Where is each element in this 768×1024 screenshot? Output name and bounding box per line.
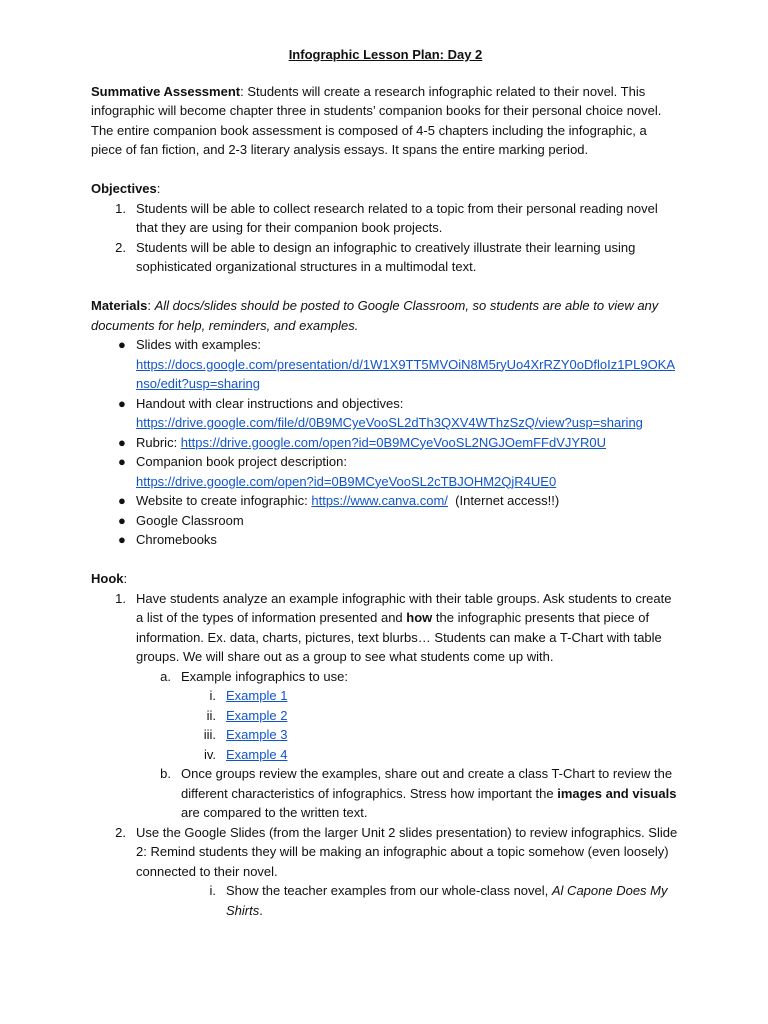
list-letter: b.: [160, 766, 171, 781]
bullet-icon: ●: [118, 454, 126, 469]
bullet-icon: ●: [118, 512, 126, 528]
list-number: 2.: [115, 239, 126, 255]
list-letter: a.: [160, 668, 171, 684]
materials-label: Materials: [91, 298, 148, 313]
companion-book-link[interactable]: https://drive.google.com/open?id=0B9MCyeVooSL2cTBJOHM2QjR4UE0: [136, 473, 557, 489]
summative-assessment: [91, 82, 680, 160]
slides-link[interactable]: https://docs.google.com/presentation/d/1W1X9TT5MVOiN8M5ryUo4XrRZY0oDfloIz1PL9OKAnso/edit?usp=sharing: [136, 356, 676, 391]
materials-note: All docs/slides should be posted to Google Classroom, so students are able to view any documents for help, reminders, and examples.: [91, 298, 659, 333]
objective-item: [91, 199, 680, 238]
objective-text: Students will be able to collect research related to a topic from their personal reading novel that they are using for their companion book projects.: [136, 200, 658, 235]
canva-link[interactable]: https://www.canva.com/: [311, 493, 448, 508]
hook-subitem: a. Example infographics to use:: [91, 667, 680, 687]
bullet-icon: ●: [118, 532, 126, 547]
example-item: [91, 686, 680, 706]
bullet-icon: ●: [118, 337, 126, 352]
example-3-link[interactable]: Example 3: [226, 727, 288, 742]
material-item: ● Website to create infographic: https://www.canva.com/ (Internet access!!): [91, 491, 680, 511]
hook-item: 1. Have students analyze an example infographic with their table groups. Ask students to create a list of the types of information presented and how the infographic presents that piece of information. Ex. data, charts, pictures, text blurbs… Students can make a T-Chart with table groups. We will share out as a group to see what students come up with.: [91, 589, 680, 667]
list-roman: iv.: [203, 746, 216, 762]
bullet-icon: ●: [118, 434, 126, 450]
material-item: ● Chromebooks: [91, 530, 680, 550]
objectives-label: Objectives: [91, 181, 157, 196]
list-roman: ii.: [206, 707, 216, 723]
materials-heading: Materials: All docs/slides should be posted to Google Classroom, so students are able to view any documents for help, reminders, and examples.: [91, 298, 659, 333]
hook-subitem: i. Show the teacher examples from our whole-class novel, Al Capone Does My Shirts.: [91, 881, 680, 920]
hook-subitem: b. Once groups review the examples, share out and create a class T-Chart to review the different characteristics of infographics. Stress how important the images and visuals are compared to the written text.: [91, 764, 680, 823]
rubric-link[interactable]: https://drive.google.com/open?id=0B9MCyeVooSL2NGJOemFFdVJYR0U: [180, 434, 607, 450]
material-item: ● Companion book project description: https://drive.google.com/open?id=0B9MCyeVooSL2cTBJOHM2QjR4UE0: [91, 452, 680, 491]
summative-label: Summative Assessment: [91, 83, 241, 99]
list-number: 1.: [115, 590, 126, 606]
hook-label: Hook: [91, 571, 124, 586]
list-number: 1.: [115, 200, 126, 216]
hook-heading: Hook:: [91, 571, 128, 586]
list-roman: iii.: [203, 727, 216, 742]
summative-text: : Students will create a research infographic related to their novel. This infographic will become chapter three in students’ companion books for their personal choice novel. The entire companion book assessment is composed of 4-5 chapters including the infographic, a piece of fan fiction, and 2-3 literary analysis essays. It spans the entire marking period.: [91, 83, 662, 157]
material-item: ● Google Classroom: [91, 511, 680, 531]
example-2-link[interactable]: Example 2: [226, 707, 288, 723]
bullet-icon: ●: [118, 395, 126, 411]
handout-link[interactable]: https://drive.google.com/file/d/0B9MCyeVooSL2dTh3QXV4WThzSzQ/view?usp=sharing: [136, 415, 643, 430]
list-roman: i.: [209, 883, 216, 898]
objective-item: [91, 238, 680, 277]
bullet-icon: ●: [118, 493, 126, 508]
material-item: ● Handout with clear instructions and objectives: https://drive.google.com/file/d/0B9MCyeVooSL2dTh3QXV4WThzSzQ/view?usp=sharing: [91, 394, 680, 433]
example-4-link[interactable]: Example 4: [226, 746, 288, 762]
example-item: [91, 745, 680, 765]
example-item: [91, 706, 680, 726]
list-number: 2.: [115, 824, 126, 840]
list-roman: i.: [209, 688, 216, 703]
objectives-heading: Objectives:: [91, 181, 161, 196]
example-1-link[interactable]: Example 1: [226, 688, 288, 703]
material-item: ● Slides with examples: https://docs.google.com/presentation/d/1W1X9TT5MVOiN8M5ryUo4XrRZY0oDfloIz1PL9OKAnso/edit?usp=sharing: [91, 335, 680, 394]
example-item: [91, 725, 680, 745]
objective-text: Students will be able to design an infographic to creatively illustrate their learning using sophisticated organizational structures in a multimodal text.: [136, 239, 636, 274]
page-title: Infographic Lesson Plan: Day 2: [288, 47, 483, 62]
material-item: ● Rubric: https://drive.google.com/open?id=0B9MCyeVooSL2NGJOemFFdVJYR0U: [91, 433, 680, 453]
hook-item: 2. Use the Google Slides (from the larger Unit 2 slides presentation) to review infographics. Slide 2: Remind students they will be making an infographic about a topic somehow (even loosely) connected to their novel.: [91, 823, 680, 882]
